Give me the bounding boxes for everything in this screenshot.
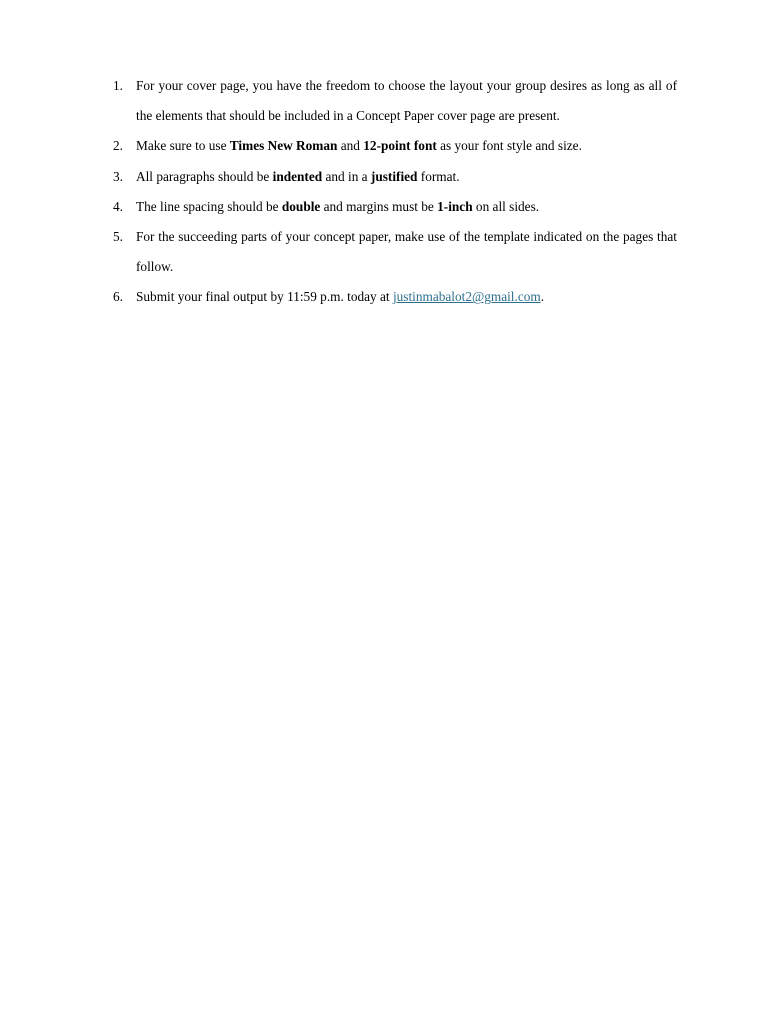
list-item-number: 2.	[113, 138, 123, 154]
text-run: For your cover page, you have the freedom to choose the layout your group desires as long as all of the elements that should be included in a Concept Paper cover page are present.	[136, 78, 677, 124]
list-item-number: 4.	[113, 198, 123, 214]
list-item	[0, 222, 768, 282]
text-run: The line spacing should be	[136, 198, 282, 214]
text-run: on all sides.	[472, 198, 540, 214]
text-run: and margins must be	[320, 198, 438, 214]
email-link[interactable]: justinmabalot2@gmail.com	[392, 289, 541, 305]
text-run: Submit your final output by 11:59 p.m. today at	[136, 289, 393, 305]
list-item-text	[136, 131, 677, 161]
list-item-number: 3.	[113, 168, 123, 184]
text-run: format.	[417, 168, 460, 184]
bold-text: Times New Roman	[229, 138, 338, 154]
bold-text: 12-point font	[363, 138, 437, 154]
text-run: .	[540, 289, 545, 305]
list-item	[0, 162, 768, 192]
list-item-text	[136, 71, 677, 131]
list-item	[0, 131, 768, 161]
list-item	[0, 71, 768, 131]
list-item-text	[136, 162, 677, 192]
bold-text: 1-inch	[437, 198, 473, 214]
list-item-text	[136, 282, 677, 312]
text-run: All paragraphs should be	[136, 168, 273, 184]
bold-text: indented	[272, 168, 323, 184]
text-run: Make sure to use	[136, 138, 230, 154]
list-item-text	[136, 222, 677, 282]
text-run: and in a	[322, 168, 371, 184]
text-run: For the succeeding parts of your concept paper, make use of the template indicated on the pages that follow.	[136, 229, 677, 275]
instructions-list	[0, 71, 768, 313]
bold-text: double	[281, 198, 321, 214]
list-item	[0, 282, 768, 312]
bold-text: justified	[370, 168, 418, 184]
text-run: as your font style and size.	[436, 138, 582, 154]
list-item-number: 6.	[113, 289, 123, 305]
list-item-number: 5.	[113, 229, 123, 245]
list-item-text	[136, 192, 677, 222]
text-run: and	[337, 138, 364, 154]
list-item	[0, 192, 768, 222]
list-item-number: 1.	[113, 78, 123, 93]
